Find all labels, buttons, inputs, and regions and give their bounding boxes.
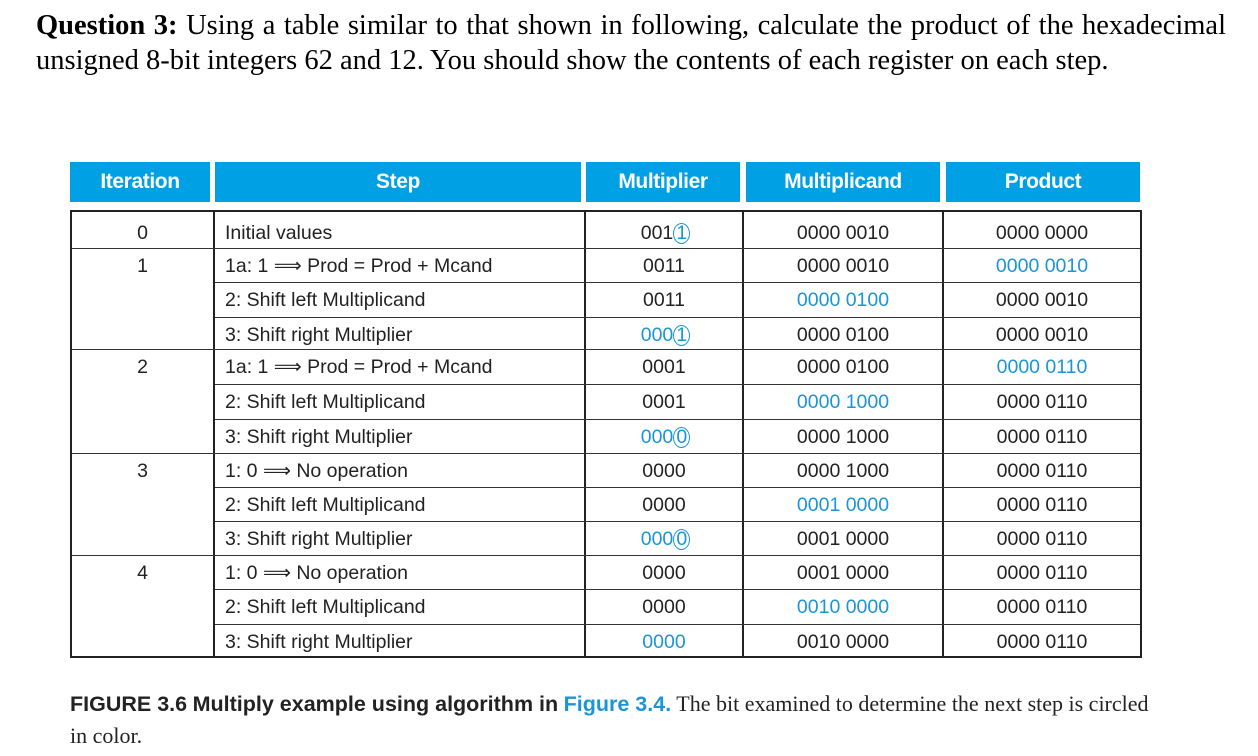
cell-multiplier	[586, 625, 742, 659]
table-body	[70, 210, 1142, 658]
table-row	[72, 249, 1140, 283]
question-text	[36, 8, 1226, 78]
cell-step: Initial values	[225, 221, 333, 244]
cell-step: 3: Shift right Multiplier	[225, 323, 413, 346]
table-row	[72, 454, 1140, 488]
cell-multiplier	[586, 488, 742, 522]
cell-multiplicand: 0000 1000	[796, 390, 890, 413]
cell-iteration: 2	[137, 355, 148, 378]
cell-multiplicand: 0010 0000	[796, 595, 890, 618]
cell-multiplier	[586, 283, 742, 317]
cell-product: 0000 0110	[996, 459, 1088, 482]
multiply-table	[70, 162, 1140, 653]
multiplier-value: 000	[640, 425, 674, 448]
cell-multiplier	[586, 350, 742, 384]
cell-multiplier	[586, 522, 742, 556]
cell-step: 2: Shift left Multiplicand	[225, 390, 426, 413]
cell-iteration	[72, 283, 213, 317]
cell-step: 2: Shift left Multiplicand	[225, 288, 426, 311]
cell-product: 0000 0000	[995, 221, 1089, 244]
examined-bit-circle: 0	[673, 529, 690, 550]
table-row	[72, 522, 1140, 556]
multiplier-value: 0000	[642, 493, 686, 516]
header-step: Step	[215, 162, 581, 202]
examined-bit-circle: 0	[673, 427, 690, 448]
cell-iteration	[72, 318, 213, 352]
cell-multiplicand: 0000 0100	[796, 323, 890, 346]
cell-multiplier	[586, 454, 742, 488]
cell-step: 1: 0 ⟹ No operation	[225, 562, 408, 584]
cell-multiplicand: 0001 0000	[796, 561, 890, 584]
cell-multiplier	[586, 420, 742, 454]
question-label: Question 3:	[36, 10, 178, 41]
cell-multiplicand: 0001 0000	[796, 527, 890, 550]
multiplier-value: 000	[640, 527, 674, 550]
table-row	[72, 556, 1140, 590]
multiplier-value: 0011	[643, 288, 685, 311]
cell-product: 0000 0010	[995, 323, 1089, 346]
header-product: Product	[946, 162, 1140, 202]
multiplier-value: 001	[640, 221, 674, 244]
cell-multiplicand: 0000 0100	[796, 288, 890, 311]
cell-product: 0000 0110	[996, 595, 1088, 618]
cell-multiplier	[586, 318, 742, 352]
cell-product: 0000 0110	[996, 390, 1088, 413]
cell-product: 0000 0110	[996, 493, 1088, 516]
cell-multiplier	[586, 216, 742, 250]
multiplier-value: 0011	[643, 254, 685, 277]
cell-multiplicand: 0000 1000	[796, 459, 890, 482]
cell-step: 1: 0 ⟹ No operation	[225, 460, 408, 482]
cell-product: 0000 0110	[996, 527, 1088, 550]
cell-multiplier	[586, 556, 742, 590]
table-row	[72, 283, 1140, 317]
cell-multiplicand: 0010 0000	[796, 630, 890, 653]
table-row	[72, 625, 1140, 659]
cell-iteration: 0	[137, 221, 148, 244]
table-row	[72, 590, 1140, 624]
multiplier-value: 0000	[642, 561, 686, 584]
cell-iteration: 3	[137, 459, 148, 482]
multiplier-value: 0001	[642, 355, 686, 378]
cell-step: 2: Shift left Multiplicand	[225, 595, 426, 618]
cell-multiplier	[586, 249, 742, 283]
cell-step: 3: Shift right Multiplier	[225, 425, 413, 448]
cell-step: 3: Shift right Multiplier	[225, 527, 413, 550]
table-header	[70, 162, 1140, 204]
caption-figure-ref[interactable]: Figure 3.4.	[563, 692, 672, 716]
header-multiplier: Multiplier	[586, 162, 740, 202]
table-row	[72, 420, 1140, 454]
table-row	[72, 318, 1140, 352]
header-multiplicand: Multiplicand	[746, 162, 940, 202]
cell-multiplier	[586, 590, 742, 624]
cell-product: 0000 0010	[995, 254, 1089, 277]
caption-figure-label: FIGURE 3.6	[70, 692, 188, 716]
caption-description: The bit examined to determine the next step is circled in color.	[70, 691, 1149, 748]
table-row	[72, 350, 1140, 384]
cell-step: 2: Shift left Multiplicand	[225, 493, 426, 516]
cell-iteration	[72, 488, 213, 522]
cell-multiplicand: 0001 0000	[796, 493, 890, 516]
cell-iteration	[72, 625, 213, 659]
figure-caption	[70, 688, 1150, 752]
cell-multiplicand: 0000 0100	[796, 355, 890, 378]
cell-multiplicand: 0000 0010	[796, 254, 890, 277]
table-row	[72, 488, 1140, 522]
cell-product: 0000 0110	[996, 425, 1088, 448]
multiplier-value: 0000	[642, 595, 686, 618]
cell-iteration	[72, 385, 213, 419]
cell-product: 0000 0110	[996, 355, 1088, 378]
cell-step: 1a: 1 ⟹ Prod = Prod + Mcand	[225, 255, 493, 277]
cell-step: 1a: 1 ⟹ Prod = Prod + Mcand	[225, 356, 493, 378]
multiplier-value: 000	[640, 323, 674, 346]
cell-multiplicand: 0000 1000	[796, 425, 890, 448]
caption-title: Multiply example using algorithm in	[192, 692, 559, 716]
examined-bit-circle: 1	[673, 223, 690, 244]
multiplier-value: 0000	[642, 459, 686, 482]
cell-product: 0000 0010	[995, 288, 1089, 311]
cell-iteration: 4	[137, 561, 148, 584]
multiplier-value: 0001	[642, 390, 686, 413]
table-row	[72, 216, 1140, 250]
cell-multiplier	[586, 385, 742, 419]
cell-product: 0000 0110	[996, 630, 1088, 653]
cell-iteration	[72, 420, 213, 454]
cell-step: 3: Shift right Multiplier	[225, 630, 413, 653]
cell-multiplicand: 0000 0010	[796, 221, 890, 244]
cell-iteration	[72, 590, 213, 624]
cell-iteration	[72, 522, 213, 556]
header-iteration: Iteration	[70, 162, 210, 202]
cell-iteration: 1	[137, 254, 148, 277]
multiplier-value: 0000	[642, 630, 686, 653]
examined-bit-circle: 1	[673, 325, 690, 346]
question-body: Using a table similar to that shown in following, calculate the product of the hexadecimal unsigned 8-bit integers 62 and 12. You should show the contents of each register on each step.	[36, 10, 1227, 76]
table-row	[72, 385, 1140, 419]
cell-product: 0000 0110	[996, 561, 1088, 584]
